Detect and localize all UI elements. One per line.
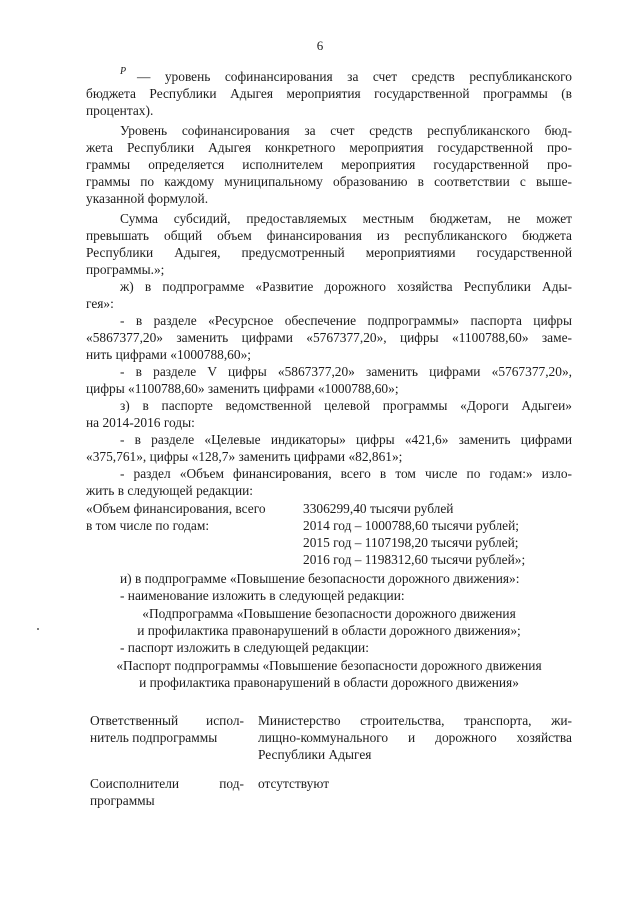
passport-row-value: Министерство строительства, транспорта, жи- [258, 713, 572, 728]
quote-line: и профилактика правонарушений в области дорожного движения»; [137, 623, 521, 638]
body-line: и) в подпрограмме «Повышение безопасности дорожного движения»: [120, 571, 520, 586]
body-line: программы.»; [86, 262, 165, 277]
body-line: з) в паспорте ведомственной целевой программы «Дороги Адыгеи» [120, 398, 572, 413]
body-line: Уровень софинансирования за счет средств республиканского бюд- [120, 123, 572, 138]
body-line: - в разделе «Ресурсное обеспечение подпрограммы» паспорта цифры [120, 313, 572, 328]
passport-row-label: Ответственный испол- [90, 713, 244, 728]
body-line: - в разделе V цифры «5867377,20» заменить цифрами «5767377,20», [120, 364, 572, 379]
body-line: жить в следующей редакции: [86, 483, 254, 498]
body-line: Республики Адыгея, предусмотренный мероприятиями государственной [86, 245, 572, 260]
body-line: - наименование изложить в следующей редакции: [120, 588, 405, 603]
body-line: «5867377,20» заменить цифрами «5767377,20», цифры «1100788,60» заме- [86, 330, 572, 345]
financing-value: 2015 год – 1107198,20 тысячи рублей; [303, 535, 519, 550]
body-line: - паспорт изложить в следующей редакции: [120, 640, 369, 655]
passport-row-label: программы [90, 793, 155, 808]
body-line: граммы по каждому муниципальному образованию в соответствии с выше- [86, 174, 572, 189]
passport-row-value: Республики Адыгея [258, 747, 372, 762]
financing-value: 2016 год – 1198312,60 тысячи рублей»; [303, 552, 526, 567]
passport-row-value: отсутствуют [258, 776, 330, 791]
quote-line: и профилактика правонарушений в области дорожного движения» [139, 675, 519, 690]
quote-line: «Подпрограмма «Повышение безопасности дорожного движения [142, 606, 516, 621]
formula-variable: P [120, 66, 127, 77]
body-line: бюджета Республики Адыгея мероприятия государственной программы (в [86, 86, 572, 101]
financing-label: «Объем финансирования, всего [86, 501, 266, 516]
body-line: - раздел «Объем финансирования, всего в том числе по годам:» изло- [120, 466, 572, 481]
passport-row-label: нитель подпрограммы [90, 730, 218, 745]
body-line: «375,761», цифры «128,7» заменить цифрами «82,861»; [86, 449, 403, 464]
financing-value: 2014 год – 1000788,60 тысячи рублей; [303, 518, 519, 533]
body-line: процентах). [86, 103, 154, 118]
page-number: 6 [316, 38, 324, 53]
body-line: жета Республики Адыгея конкретного мероприятия государственной про- [86, 140, 572, 155]
body-line: - в разделе «Целевые индикаторы» цифры «421,6» заменить цифрами [120, 432, 572, 447]
body-line: нить цифрами «1000788,60»; [86, 347, 251, 362]
body-line: граммы определяется исполнителем мероприятия государственной про- [86, 157, 572, 172]
body-line: ж) в подпрограмме «Развитие дорожного хозяйства Республики Ады- [120, 279, 572, 294]
body-line: на 2014-2016 годы: [86, 415, 195, 430]
body-line: указанной формулой. [86, 191, 209, 206]
body-line: — уровень софинансирования за счет средств республиканского [137, 69, 572, 84]
quote-line: «Паспорт подпрограммы «Повышение безопасности дорожного движения [116, 658, 542, 673]
scan-speck [37, 628, 39, 630]
financing-value: 3306299,40 тысячи рублей [303, 501, 454, 516]
body-line: превышать общий объем финансирования из республиканского бюджета [86, 228, 572, 243]
passport-row-label: Соисполнители под- [90, 776, 244, 791]
body-line: Сумма субсидий, предоставляемых местным бюджетам, не может [120, 211, 572, 226]
passport-row-value: лищно-коммунального и дорожного хозяйства [258, 730, 572, 745]
financing-label: в том числе по годам: [86, 518, 210, 533]
body-line: гея»: [86, 296, 114, 311]
body-line: цифры «1100788,60» заменить цифрами «1000788,60»; [86, 381, 399, 396]
